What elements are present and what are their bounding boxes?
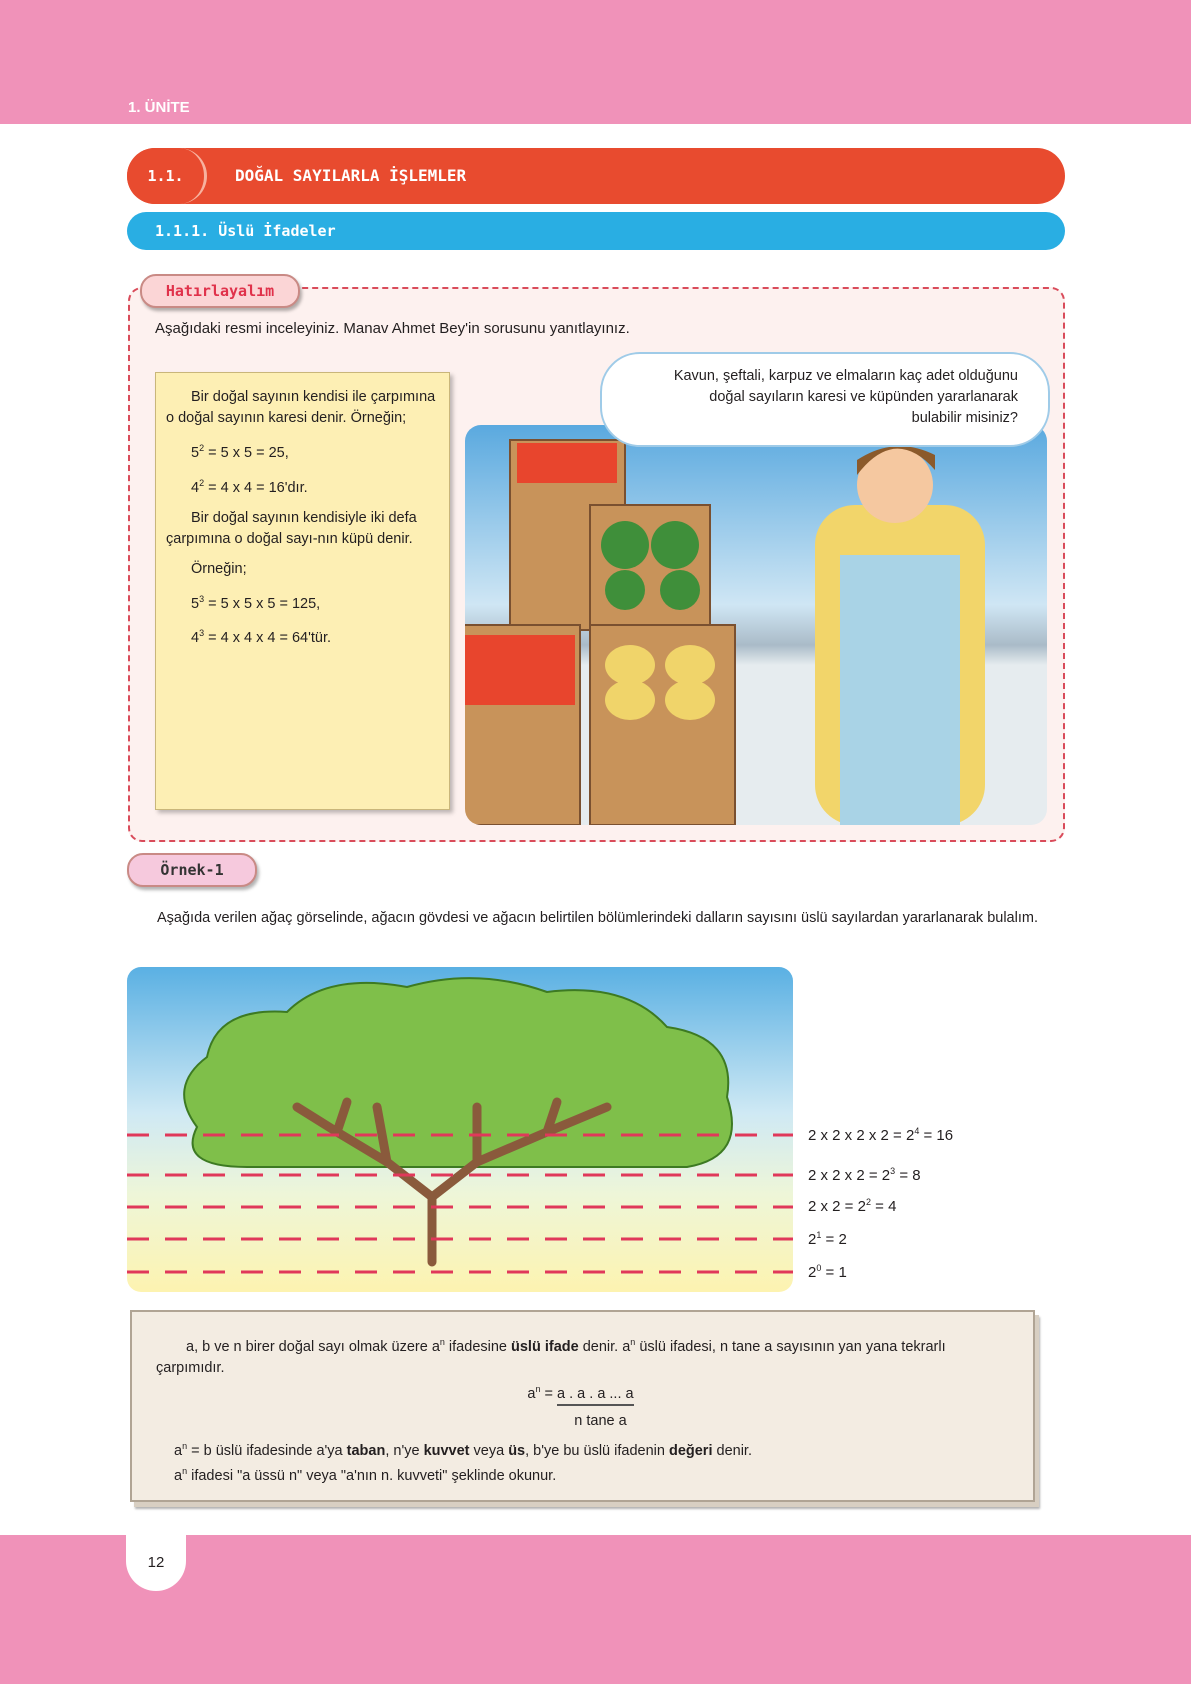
note-card [155,372,450,810]
note-eq2: $4^2 = 4$ x 4 = 16'dır. [191,477,308,496]
example-tab: Örnek-1 [127,853,257,887]
page-number: 12 [126,1533,186,1591]
level-1-eq: $2^1 = 2$ [808,1230,847,1248]
definition-para: a, b ve n birer doğal sayı olmak üzere $a^n$ ifadesine üslü ifade denir. $a^n$ üslü ifadesi, n tane a sayısının yan yana tekrarlı çarpımıdır. [156,1337,946,1376]
remember-tab: Hatırlayalım [140,274,300,308]
unit-label: 1. ÜNİTE [128,99,190,116]
reading-line: $a^n$ ifadesi "a üssü n" veya "a'nın n. kuvveti" şeklinde okunur. [174,1466,557,1485]
terms-line: $a^n = b$ üslü ifadesinde a'ya taban, n'ye kuvvet veya üs, b'ye bu üslü ifadenin değeri denir. [174,1440,752,1459]
tree-image [127,967,793,1292]
definition-box [130,1310,1035,1502]
level-0-eq: $2^0 = 1$ [808,1263,847,1281]
note-eq4: $4^3 = 4$ x 4 x 4 = 64'tür. [191,628,331,647]
remember-instruction: Aşağıdaki resmi inceleyiniz. Manav Ahmet Bey'in sorusunu yanıtlayınız. [155,320,630,337]
tree-illustration [127,967,793,1292]
speech-bubble: Kavun, şeftali, karpuz ve elmaların kaç adet olduğunu doğal sayıların karesi ve küpünden yararlanarak bulabilir misiniz? [600,352,1050,447]
note-cube-def: Bir doğal sayının kendisiyle iki defa çarpımına o doğal sayı-nın küpü denir. [166,509,417,547]
section-number: 1.1. [127,148,207,204]
example-text: Aşağıda verilen ağaç görselinde, ağacın gövdesi ve ağacın belirtilen bölümlerindeki dalların sayısını üslü sayılardan yararlanarak bulalım. [157,910,1038,926]
note-square-def: Bir doğal sayının kendisi ile çarpımına o doğal sayının karesi denir. Örneğin; [166,389,436,426]
level-2-eq: 2 x $2 = 2^2 = 4$ [808,1197,897,1215]
brace-label: n tane a [574,1412,627,1429]
level-4-eq: 2 x 2 x 2 x $2 = 2^4 = 16$ [808,1126,954,1144]
formula: $a^n = a$ . a . a ... a n tane a [431,1379,731,1432]
section-title: DOĞAL SAYILARLA İŞLEMLER [235,166,467,185]
note-example: Örneğin; [191,560,247,577]
subsection-title: 1.1.1. Üslü İfadeler [155,222,336,240]
note-eq3: $5^3 = 5$ x 5 x 5 = 125, [191,593,321,612]
note-eq1: $5^2 = 5$ x 5 = 25, [191,443,289,461]
fruit-crates-image [465,425,1047,825]
grocer-illustration [465,425,1047,825]
level-3-eq: 2 x 2 x $2 = 2^3 = 8$ [808,1166,921,1184]
